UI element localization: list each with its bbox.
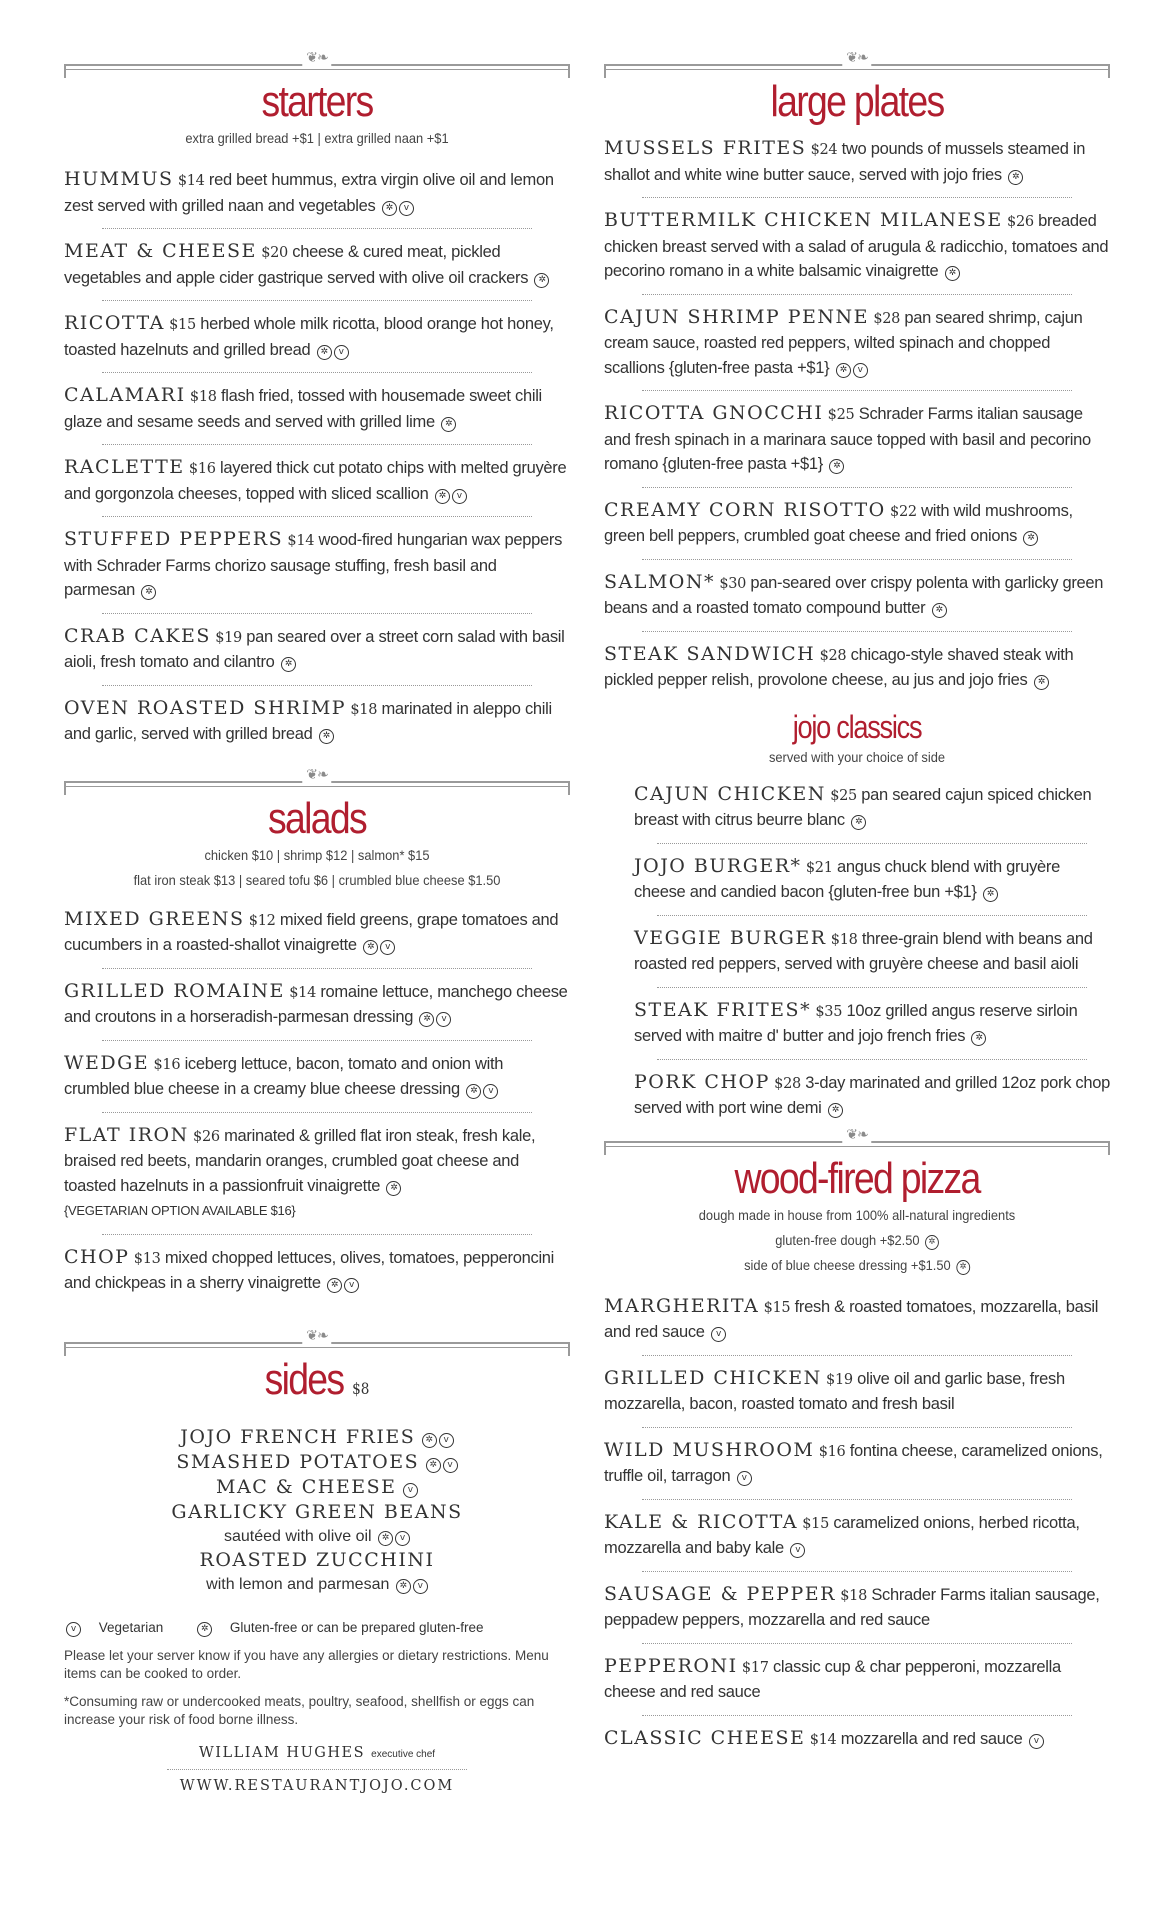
menu-item bbox=[64, 161, 570, 218]
item-description: romaine lettuce, manchego cheese and croutons in a horseradish-parmesan dressing bbox=[64, 982, 568, 1026]
gluten-free-icon: ✲ bbox=[419, 1012, 434, 1027]
item-description: angus chuck blend with gruyère cheese and candied bacon {gluten-free bun +$1} bbox=[634, 857, 1060, 901]
menu-item bbox=[64, 521, 570, 603]
gluten-free-icon: ✲ bbox=[378, 1531, 393, 1546]
menu-item bbox=[634, 848, 1110, 905]
flourish-icon: ❦❧ bbox=[842, 50, 871, 66]
item-name: VEGGIE BURGER bbox=[634, 926, 827, 949]
item-price: $25 bbox=[830, 787, 857, 804]
item-name: GRILLED CHICKEN bbox=[604, 1366, 822, 1389]
gluten-free-icon: ✲ bbox=[1008, 170, 1023, 185]
item-separator bbox=[642, 631, 1072, 632]
menu-item bbox=[604, 1504, 1110, 1561]
item-name: HUMMUS bbox=[64, 168, 174, 190]
gluten-free-icon: ✲ bbox=[971, 1031, 986, 1046]
menu-item bbox=[604, 1648, 1110, 1705]
side-name: SMASHED POTATOES bbox=[176, 1450, 420, 1473]
pizza-list bbox=[604, 1288, 1110, 1753]
item-name: CRAB CAKES bbox=[64, 624, 211, 647]
side-name: GARLICKY GREEN BEANS bbox=[171, 1500, 463, 1523]
gluten-free-icon: ✲ bbox=[829, 459, 844, 474]
section-divider bbox=[604, 1125, 1110, 1155]
menu-item bbox=[64, 377, 570, 434]
gluten-free-icon: ✲ bbox=[945, 266, 960, 281]
item-price: $22 bbox=[890, 503, 917, 520]
right-column bbox=[604, 0, 1110, 1752]
menu-item bbox=[604, 130, 1110, 187]
item-price: $24 bbox=[810, 142, 838, 158]
item-price: $19 bbox=[826, 1371, 853, 1388]
item-description: breaded chicken breast served with a salad of arugula & radicchio, tomatoes and pecorino romano in a white balsamic vinaigrette bbox=[604, 212, 1109, 280]
item-separator bbox=[102, 613, 532, 614]
item-name: CLASSIC CHEESE bbox=[604, 1726, 806, 1749]
vegetarian-icon: v bbox=[344, 1278, 359, 1293]
item-name: WEDGE bbox=[64, 1051, 150, 1074]
item-description: with wild mushrooms, green bell peppers, crumbled goat cheese and fried onions bbox=[604, 501, 1073, 545]
gluten-free-icon: ✲ bbox=[851, 815, 866, 830]
item-price: $35 bbox=[815, 1003, 843, 1020]
vegetarian-icon: v bbox=[853, 363, 868, 378]
vegetarian-icon: v bbox=[395, 1531, 410, 1546]
gluten-free-icon: ✲ bbox=[932, 603, 947, 618]
vegetarian-icon: v bbox=[334, 345, 349, 360]
side-item bbox=[64, 1475, 570, 1500]
item-separator bbox=[642, 487, 1072, 488]
gluten-free-icon: ✲ bbox=[327, 1278, 342, 1293]
item-description: classic cup & char pepperoni, mozzarella cheese and red sauce bbox=[604, 1657, 1061, 1701]
menu-item bbox=[634, 776, 1110, 833]
item-name: PEPPERONI bbox=[604, 1654, 738, 1677]
item-separator bbox=[102, 516, 532, 517]
gluten-free-icon: ✲ bbox=[466, 1084, 481, 1099]
item-price: $25 bbox=[827, 407, 855, 423]
item-separator bbox=[102, 1112, 532, 1113]
item-description: three-grain blend with beans and roasted red peppers, served with gruyère cheese and basil aioli bbox=[634, 929, 1093, 973]
item-separator bbox=[102, 1234, 532, 1235]
item-separator bbox=[642, 1571, 1072, 1572]
side-subtext bbox=[64, 1573, 570, 1596]
menu-item bbox=[604, 1288, 1110, 1345]
side-name: MAC & CHEESE bbox=[216, 1475, 397, 1498]
section-divider bbox=[64, 48, 570, 78]
menu-item bbox=[64, 449, 570, 506]
sides-list bbox=[64, 1425, 570, 1596]
item-description: pan seared over a street corn salad with basil aioli, fresh tomato and cilantro bbox=[64, 627, 565, 671]
gluten-free-icon: ✲ bbox=[1034, 675, 1049, 690]
gluten-free-icon: ✲ bbox=[435, 489, 450, 504]
consumption-warning: *Consuming raw or undercooked meats, poultry, seafood, shellfish or eggs can increase your risk of food borne illness. bbox=[64, 1693, 535, 1727]
menu-item bbox=[64, 618, 570, 675]
flourish-icon: ❦❧ bbox=[302, 50, 331, 66]
menu-item bbox=[604, 1432, 1110, 1489]
vegetarian-icon: v bbox=[443, 1458, 458, 1473]
item-name: MEAT & CHEESE bbox=[64, 240, 257, 262]
vegetarian-icon: v bbox=[399, 201, 414, 216]
menu-item bbox=[634, 992, 1110, 1049]
flourish-icon: ❦❧ bbox=[302, 767, 331, 783]
item-separator bbox=[102, 372, 532, 373]
pizza-note-3 bbox=[624, 1253, 1090, 1278]
item-description: fontina cheese, caramelized onions, truffle oil, tarragon bbox=[604, 1441, 1103, 1485]
starters-list bbox=[64, 161, 570, 747]
item-description: two pounds of mussels steamed in shallot and white wine butter sauce, served with jojo fries bbox=[604, 140, 1086, 184]
gluten-free-icon: ✲ bbox=[317, 345, 332, 360]
item-description: fresh & roasted tomatoes, mozzarella, basil and red sauce bbox=[604, 1297, 1099, 1341]
salads-note-1: chicken $10 | shrimp $12 | salmon* $15 bbox=[204, 846, 430, 863]
section-divider bbox=[64, 765, 570, 795]
menu-item bbox=[604, 1576, 1110, 1633]
item-price: $28 bbox=[774, 1075, 801, 1092]
menu-item bbox=[64, 1045, 570, 1102]
vegetarian-icon: v bbox=[483, 1084, 498, 1099]
item-description: Schrader Farms italian sausage and fresh spinach in a marinara sauce topped with basil and pecorino romano {gluten-free pasta +$1} bbox=[604, 405, 1091, 473]
item-price: $17 bbox=[741, 1659, 769, 1676]
item-description: wood-fired hungarian wax peppers with Schrader Farms chorizo sausage stuffing, fresh basil and parmesan bbox=[64, 531, 563, 599]
chef-signature bbox=[64, 1745, 570, 1761]
sides-title bbox=[102, 1356, 532, 1413]
vegetarian-icon: v bbox=[452, 489, 467, 504]
section-divider bbox=[604, 48, 1110, 78]
item-separator bbox=[102, 685, 532, 686]
item-description: mozzarella and red sauce bbox=[840, 1729, 1023, 1748]
large-plates-title: large plates bbox=[770, 77, 944, 126]
vegetarian-icon: v bbox=[66, 1622, 81, 1637]
item-name: RICOTTA bbox=[64, 312, 165, 334]
gluten-free-icon: ✲ bbox=[983, 887, 998, 902]
item-separator bbox=[642, 1355, 1072, 1356]
item-price: $14 bbox=[287, 533, 315, 549]
item-description: pan-seared over crispy polenta with garlicky green beans and a roasted tomato compound butter bbox=[604, 573, 1104, 617]
item-description: 10oz grilled angus reserve sirloin served with maitre d' butter and jojo french fries bbox=[634, 1001, 1078, 1045]
gluten-free-icon: ✲ bbox=[956, 1260, 970, 1275]
item-description: marinated in aleppo chili and garlic, served with grilled bread bbox=[64, 699, 552, 743]
item-price: $13 bbox=[133, 1250, 161, 1267]
menu-item bbox=[64, 1239, 570, 1296]
large-plates-list bbox=[604, 130, 1110, 693]
gluten-free-icon: ✲ bbox=[141, 585, 156, 600]
gluten-free-icon: ✲ bbox=[281, 657, 296, 672]
item-separator bbox=[102, 300, 532, 301]
side-item bbox=[64, 1548, 570, 1573]
item-price: $16 bbox=[818, 1443, 846, 1460]
salads-list bbox=[64, 901, 570, 1296]
item-separator bbox=[102, 968, 532, 969]
item-price: $30 bbox=[719, 575, 747, 592]
item-name: FLAT IRON bbox=[64, 1123, 189, 1146]
item-name: MIXED GREENS bbox=[64, 907, 245, 930]
item-separator bbox=[642, 559, 1072, 560]
website-link[interactable]: WWW.RESTAURANTJOJO.COM bbox=[179, 1777, 455, 1794]
menu-item bbox=[604, 636, 1110, 693]
classics-note: served with your choice of side bbox=[768, 748, 946, 765]
item-price: $14 bbox=[289, 984, 317, 1001]
item-separator bbox=[102, 1040, 532, 1041]
menu-item bbox=[64, 305, 570, 362]
allergy-note: Please let your server know if you have any allergies or dietary restrictions. Menu items can be cooked to order. bbox=[64, 1647, 549, 1681]
salads-title: salads bbox=[268, 793, 366, 843]
item-separator bbox=[642, 1427, 1072, 1428]
item-price: $28 bbox=[819, 647, 847, 664]
item-name: MUSSELS FRITES bbox=[604, 137, 807, 159]
pizza-note-1: dough made in house from 100% all-natural ingredients bbox=[698, 1206, 1016, 1223]
item-price: $15 bbox=[802, 1515, 830, 1532]
left-column bbox=[64, 0, 570, 1794]
item-extra: {VEGETARIAN OPTION AVAILABLE $16} bbox=[64, 1203, 296, 1218]
menu-item bbox=[634, 920, 1110, 977]
sides-price: $8 bbox=[352, 1378, 370, 1398]
item-separator bbox=[642, 390, 1072, 391]
side-item bbox=[64, 1425, 570, 1450]
item-name: RICOTTA GNOCCHI bbox=[604, 402, 824, 424]
item-price: $16 bbox=[153, 1056, 181, 1073]
item-name: KALE & RICOTTA bbox=[604, 1510, 798, 1533]
item-separator bbox=[657, 843, 1087, 844]
gluten-free-icon: ✲ bbox=[319, 729, 334, 744]
item-name: STEAK FRITES* bbox=[634, 998, 812, 1021]
item-name: CAJUN CHICKEN bbox=[634, 782, 826, 805]
footer-divider bbox=[167, 1769, 467, 1770]
pizza-note-2 bbox=[624, 1228, 1090, 1253]
item-description: red beet hummus, extra virgin olive oil and lemon zest served with grilled naan and vegetables bbox=[64, 171, 554, 215]
pizza-title: wood-fired pizza bbox=[734, 1153, 980, 1203]
item-description: 3-day marinated and grilled 12oz pork chop served with port wine demi bbox=[634, 1073, 1111, 1117]
item-separator bbox=[642, 1499, 1072, 1500]
legend-vegetarian: Vegetarian bbox=[98, 1619, 164, 1635]
vegetarian-icon: v bbox=[380, 940, 395, 955]
starters-note: extra grilled bread +$1 | extra grilled naan +$1 bbox=[185, 130, 449, 146]
item-price: $14 bbox=[809, 1731, 837, 1748]
legend-gluten-free: Gluten-free or can be prepared gluten-free bbox=[229, 1619, 484, 1635]
vegetarian-icon: v bbox=[1029, 1734, 1044, 1749]
item-name: CHOP bbox=[64, 1245, 130, 1268]
item-price: $28 bbox=[873, 310, 901, 327]
item-separator bbox=[657, 1059, 1087, 1060]
vegetarian-icon: v bbox=[711, 1327, 726, 1342]
item-name: OVEN ROASTED SHRIMP bbox=[64, 696, 347, 719]
gluten-free-icon: ✲ bbox=[363, 940, 378, 955]
side-name: ROASTED ZUCCHINI bbox=[199, 1548, 435, 1571]
item-price: $18 bbox=[350, 701, 378, 718]
item-name: RACLETTE bbox=[64, 456, 185, 478]
item-price: $15 bbox=[169, 317, 196, 333]
item-price: $16 bbox=[188, 461, 216, 477]
item-separator bbox=[102, 444, 532, 445]
menu-item bbox=[604, 492, 1110, 549]
side-description: with lemon and parmesan bbox=[206, 1575, 390, 1593]
pizza-note-3-text: side of blue cheese dressing +$1.50 bbox=[744, 1256, 951, 1273]
item-description: pan seared shrimp, cajun cream sauce, roasted red peppers, wilted spinach and chopped scallions {gluten-free pasta +$1} bbox=[604, 308, 1083, 377]
vegetarian-icon: v bbox=[439, 1433, 454, 1448]
item-separator bbox=[642, 1715, 1072, 1716]
item-price: $12 bbox=[248, 912, 276, 929]
classics-list bbox=[604, 776, 1110, 1121]
item-description: iceberg lettuce, bacon, tomato and onion with crumbled blue cheese in a creamy blue cheese dressing bbox=[64, 1054, 504, 1098]
vegetarian-icon: v bbox=[403, 1483, 418, 1498]
item-price: $26 bbox=[1007, 214, 1034, 230]
item-description: caramelized onions, herbed ricotta, mozzarella and baby kale bbox=[604, 1513, 1080, 1557]
item-separator bbox=[642, 294, 1072, 295]
item-description: herbed whole milk ricotta, blood orange hot honey, toasted hazelnuts and grilled bread bbox=[64, 315, 554, 359]
item-name: CREAMY CORN RISOTTO bbox=[604, 498, 886, 521]
item-price: $19 bbox=[215, 629, 242, 646]
item-name: BUTTERMILK CHICKEN MILANESE bbox=[604, 209, 1003, 231]
menu-item bbox=[64, 973, 570, 1030]
item-price: $18 bbox=[840, 1587, 868, 1604]
chef-role: executive chef bbox=[371, 1748, 436, 1760]
pizza-note-2-text: gluten-free dough +$2.50 bbox=[775, 1231, 920, 1248]
menu-item bbox=[634, 1064, 1110, 1121]
item-name: GRILLED ROMAINE bbox=[64, 979, 285, 1002]
gluten-free-icon: ✲ bbox=[382, 201, 397, 216]
item-name: CAJUN SHRIMP PENNE bbox=[604, 305, 870, 328]
menu-item bbox=[604, 1360, 1110, 1417]
chef-name: WILLIAM HUGHES bbox=[198, 1744, 366, 1761]
item-description: chicago-style shaved steak with pickled pepper relish, provolone cheese, au jus and jojo fries bbox=[604, 645, 1074, 689]
item-price: $18 bbox=[830, 931, 858, 948]
gluten-free-icon: ✲ bbox=[426, 1458, 441, 1473]
item-price: $14 bbox=[177, 173, 205, 189]
item-separator bbox=[642, 197, 1072, 198]
gluten-free-icon: ✲ bbox=[197, 1622, 212, 1637]
item-name: STUFFED PEPPERS bbox=[64, 528, 284, 550]
salads-note-2: flat iron steak $13 | seared tofu $6 | crumbled blue cheese $1.50 bbox=[133, 871, 501, 888]
legend bbox=[64, 1620, 570, 1637]
item-separator bbox=[642, 1643, 1072, 1644]
item-name: WILD MUSHROOM bbox=[604, 1438, 815, 1461]
item-name: CALAMARI bbox=[64, 384, 186, 406]
gluten-free-icon: ✲ bbox=[828, 1103, 843, 1118]
menu-item bbox=[64, 1117, 570, 1224]
menu-item bbox=[64, 233, 570, 290]
gluten-free-icon: ✲ bbox=[925, 1235, 939, 1250]
side-item bbox=[64, 1500, 570, 1525]
gluten-free-icon: ✲ bbox=[396, 1579, 411, 1594]
flourish-icon: ❦❧ bbox=[842, 1127, 871, 1143]
item-separator bbox=[657, 987, 1087, 988]
gluten-free-icon: ✲ bbox=[1023, 531, 1038, 546]
item-name: STEAK SANDWICH bbox=[604, 642, 816, 665]
menu-item bbox=[64, 690, 570, 747]
vegetarian-icon: v bbox=[790, 1543, 805, 1558]
flourish-icon: ❦❧ bbox=[302, 1328, 331, 1344]
item-separator bbox=[657, 915, 1087, 916]
item-name: PORK CHOP bbox=[634, 1070, 770, 1093]
item-price: $20 bbox=[261, 245, 288, 261]
menu-item bbox=[604, 202, 1110, 284]
item-description: cheese & cured meat, pickled vegetables and apple cider gastrique served with olive oil crackers bbox=[64, 243, 529, 287]
item-name: SAUSAGE & PEPPER bbox=[604, 1582, 836, 1605]
classics-title: jojo classics bbox=[792, 708, 922, 745]
starters-title: starters bbox=[261, 77, 373, 126]
item-description: pan seared cajun spiced chicken breast with citrus beurre blanc bbox=[634, 785, 1092, 829]
menu-item bbox=[604, 299, 1110, 381]
gluten-free-icon: ✲ bbox=[422, 1433, 437, 1448]
item-description: marinated & grilled flat iron steak, fresh kale, braised red beets, mandarin oranges, crumbled goat cheese and toasted hazelnuts in a passionfruit vinaigrette bbox=[64, 1126, 536, 1195]
item-price: $18 bbox=[189, 389, 217, 405]
item-name: SALMON* bbox=[604, 570, 716, 593]
vegetarian-icon: v bbox=[413, 1579, 428, 1594]
gluten-free-icon: ✲ bbox=[386, 1181, 401, 1196]
side-name: JOJO FRENCH FRIES bbox=[180, 1425, 416, 1448]
sides-title-text: sides bbox=[264, 1354, 344, 1404]
vegetarian-icon: v bbox=[737, 1471, 752, 1486]
vegetarian-icon: v bbox=[436, 1012, 451, 1027]
item-price: $26 bbox=[193, 1128, 220, 1145]
side-item bbox=[64, 1450, 570, 1475]
item-description: mixed chopped lettuces, olives, tomatoes, pepperoncini and chickpeas in a sherry vinaigrette bbox=[64, 1248, 555, 1292]
item-price: $15 bbox=[763, 1299, 791, 1316]
item-description: Schrader Farms italian sausage, peppadew peppers, mozzarella and red sauce bbox=[604, 1585, 1100, 1629]
menu-item bbox=[604, 564, 1110, 621]
item-name: MARGHERITA bbox=[604, 1294, 760, 1317]
gluten-free-icon: ✲ bbox=[441, 417, 456, 432]
item-separator bbox=[102, 228, 532, 229]
gluten-free-icon: ✲ bbox=[836, 363, 851, 378]
menu-item bbox=[604, 395, 1110, 477]
menu-item bbox=[604, 1720, 1110, 1753]
side-description: sautéed with olive oil bbox=[223, 1527, 372, 1545]
item-price: $21 bbox=[805, 859, 833, 876]
item-description: flash fried, tossed with housemade sweet chili glaze and sesame seeds and served with grilled lime bbox=[64, 387, 542, 431]
item-description: mixed field greens, grape tomatoes and cucumbers in a roasted-shallot vinaigrette bbox=[64, 910, 559, 954]
menu-item bbox=[64, 901, 570, 958]
side-subtext bbox=[64, 1525, 570, 1548]
item-description: layered thick cut potato chips with melted gruyère and gorgonzola cheeses, topped with sliced scallion bbox=[64, 459, 567, 503]
section-divider bbox=[64, 1326, 570, 1356]
gluten-free-icon: ✲ bbox=[534, 273, 549, 288]
item-description: olive oil and garlic base, fresh mozzarella, bacon, roasted tomato and fresh basil bbox=[604, 1369, 1065, 1413]
item-name: JOJO BURGER* bbox=[634, 854, 802, 877]
